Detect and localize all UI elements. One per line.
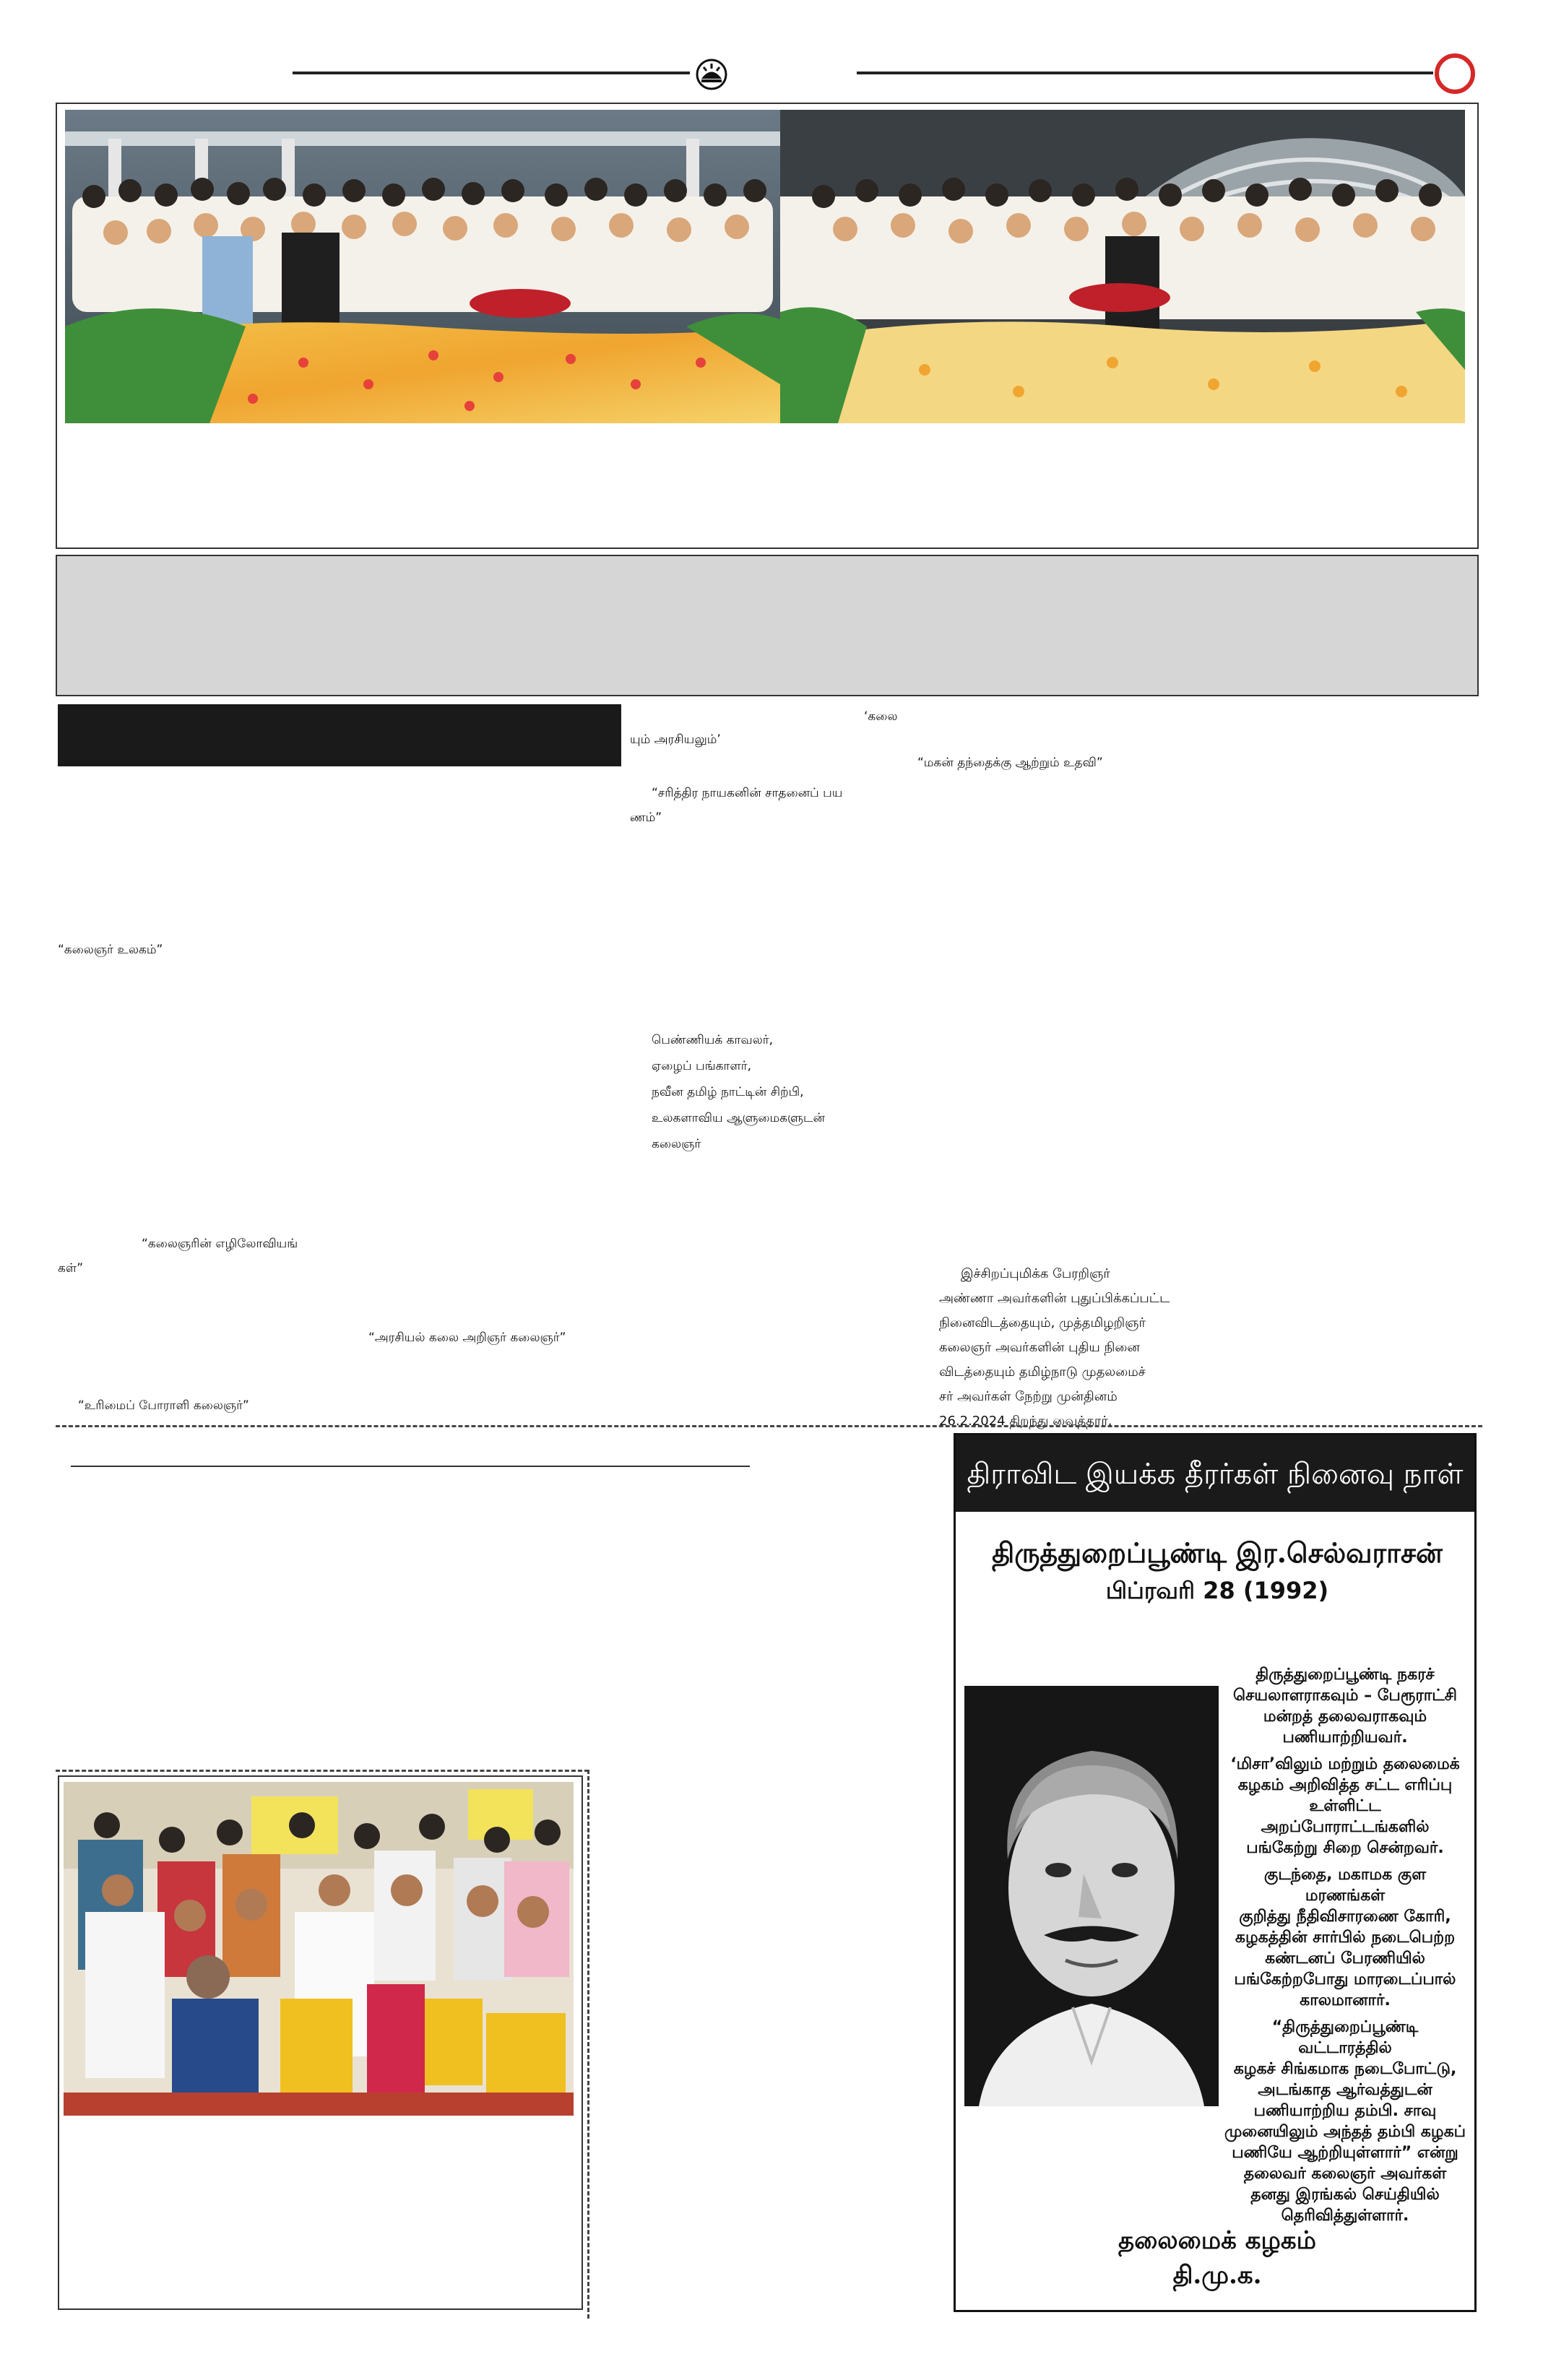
bio-line: மன்றத் தலைவராகவும் bbox=[1263, 1708, 1427, 1726]
memorial-footer-org: தலைமைக் கழகம் bbox=[1118, 2226, 1316, 2255]
bio-line: கழகச் சிங்கமாக நடைபோட்டு, bbox=[1233, 2060, 1457, 2078]
bio-line: கழகத்தின் சார்பில் நடைபெற்ற bbox=[1235, 1929, 1456, 1947]
quote-ezhilovium-line2: கள்” bbox=[58, 1261, 84, 1276]
rising-sun-emblem-icon bbox=[695, 58, 728, 91]
quote-kalai-line2: யும் அரசியலும்’ bbox=[630, 732, 721, 747]
bio-line: குறித்து நீதிவிசாரணை கோரி, bbox=[1239, 1908, 1451, 1926]
caption-line-2: அண்ணா அவர்களின் புதுப்பிக்கப்பட்ட bbox=[939, 1291, 1170, 1306]
quote-kalai-line1: ‘கலை bbox=[864, 709, 898, 724]
title-penniya-kavalar: பெண்ணியக் காவலர், bbox=[652, 1033, 774, 1047]
photo-column-divider-right bbox=[587, 1770, 589, 2319]
memorial-date: பிப்ரவரி 28 (1992) bbox=[1105, 1577, 1329, 1604]
sub-article-rule bbox=[71, 1466, 750, 1467]
masthead-rule-left bbox=[293, 72, 690, 74]
bio-line: கழகம் அறிவித்த சட்ட எரிப்பு bbox=[1237, 1776, 1453, 1794]
bio-line: தலைவர் கலைஞர் அவர்கள் bbox=[1243, 2165, 1447, 2183]
bio-line: பணியே ஆற்றியுள்ளார்” என்று bbox=[1232, 2144, 1458, 2162]
bio-line: செயலாளராகவும் – பேரூராட்சி bbox=[1233, 1687, 1457, 1705]
quote-sarithira-line1: “சரித்திர நாயகனின் சாதனைப் பய bbox=[652, 786, 843, 800]
memorial-header-title: திராவிட இயக்க தீரர்கள் நினைவு நாள் bbox=[967, 1458, 1464, 1491]
caption-line-1: இச்சிறப்புமிக்க பேரறிஞர் bbox=[961, 1266, 1110, 1281]
memorial-photo-left bbox=[65, 110, 780, 423]
bio-line: குடந்தை, மகாமக குள மரணங்கள் bbox=[1263, 1866, 1427, 1905]
memorial-bio bbox=[1224, 1664, 1466, 2226]
bio-line: பணியாற்றிய தம்பி. சாவு bbox=[1253, 2102, 1437, 2120]
bio-line: உள்ளிட்ட அறப்போராட்டங்களில் bbox=[1261, 1797, 1430, 1836]
bio-line: காலமானார். bbox=[1300, 1991, 1391, 2009]
bio-line: பங்கேற்றபோது மாரடைப்பால் bbox=[1234, 1970, 1456, 1989]
caption-line-7: 26.2.2024 திறந்து வைத்தார். bbox=[939, 1414, 1112, 1429]
caption-line-6: சர் அவர்கள் நேற்று முன்தினம் bbox=[939, 1389, 1118, 1404]
caption-line-3: நினைவிடத்தையும், முத்தமிழறிஞர் bbox=[939, 1315, 1146, 1330]
bio-line: “திருத்துறைப்பூண்டி வட்டாரத்தில் bbox=[1271, 2018, 1419, 2057]
bio-line: தெரிவித்துள்ளார். bbox=[1281, 2207, 1409, 2225]
caption-line-5: விடத்தையும் தமிழ்நாடு முதலமைச் bbox=[939, 1364, 1146, 1380]
section-divider bbox=[56, 1425, 1482, 1427]
title-kalaignar: கலைஞர் bbox=[652, 1137, 701, 1151]
bio-line: கண்டனப் பேரணியில் bbox=[1265, 1950, 1425, 1968]
title-ezhai-pangalar: ஏழைப் பங்காளர், bbox=[652, 1059, 751, 1073]
quote-ezhilovium-line1: “கலைஞரின் எழிலோவியங் bbox=[142, 1237, 298, 1251]
masthead-rule-right bbox=[857, 72, 1433, 74]
bio-line: திருத்துறைப்பூண்டி நகரச் bbox=[1255, 1666, 1435, 1684]
bio-line: பணியாற்றியவர். bbox=[1282, 1728, 1408, 1747]
quote-magan-thanthaikku: “மகன் தந்தைக்கு ஆற்றும் உதவி” bbox=[917, 756, 1103, 770]
bio-line: ‘மிசா’விலும் மற்றும் தலைமைக் bbox=[1230, 1755, 1460, 1773]
title-naveena-tamil-nadu: நவீன தமிழ் நாட்டின் சிற்பி, bbox=[652, 1085, 804, 1099]
quote-arasiyal-kalai: “அரசியல் கலை அறிஞர் கலைஞர்” bbox=[368, 1330, 566, 1345]
bio-line: தனது இரங்கல் செய்தியில் bbox=[1250, 2186, 1440, 2204]
bio-line: பங்கேற்று சிறை சென்றவர். bbox=[1246, 1839, 1444, 1857]
article-black-banner bbox=[58, 704, 621, 766]
quote-urimai-porali: “உரிமைப் போராளி கலைஞர்” bbox=[78, 1398, 249, 1413]
quote-kalaignar-ulagam: “கலைஞர் உலகம்” bbox=[58, 943, 163, 957]
welfare-distribution-photo bbox=[64, 1782, 574, 2116]
bio-line: முனையிலும் அந்தத் தம்பி கழகப் bbox=[1224, 2123, 1466, 2141]
title-ulagalaviya: உலகளாவிய ஆளுமைகளுடன் bbox=[652, 1111, 825, 1125]
quote-sarithira-line2: ணம்” bbox=[630, 810, 662, 825]
bio-line: அடங்காத ஆர்வத்துடன் bbox=[1258, 2081, 1432, 2099]
page-number-marker bbox=[1435, 53, 1475, 94]
memorial-footer-party: தி.மு.க. bbox=[1172, 2261, 1262, 2290]
photo-column-divider-top bbox=[56, 1770, 589, 1772]
memorial-portrait bbox=[964, 1686, 1219, 2106]
memorial-person-name: திருத்துறைப்பூண்டி இர.செல்வராசன் bbox=[992, 1536, 1443, 1569]
headline-grey-box bbox=[56, 555, 1479, 696]
caption-line-4: கலைஞர் அவர்களின் புதிய நினை bbox=[939, 1340, 1140, 1355]
memorial-photo-right bbox=[780, 110, 1465, 423]
